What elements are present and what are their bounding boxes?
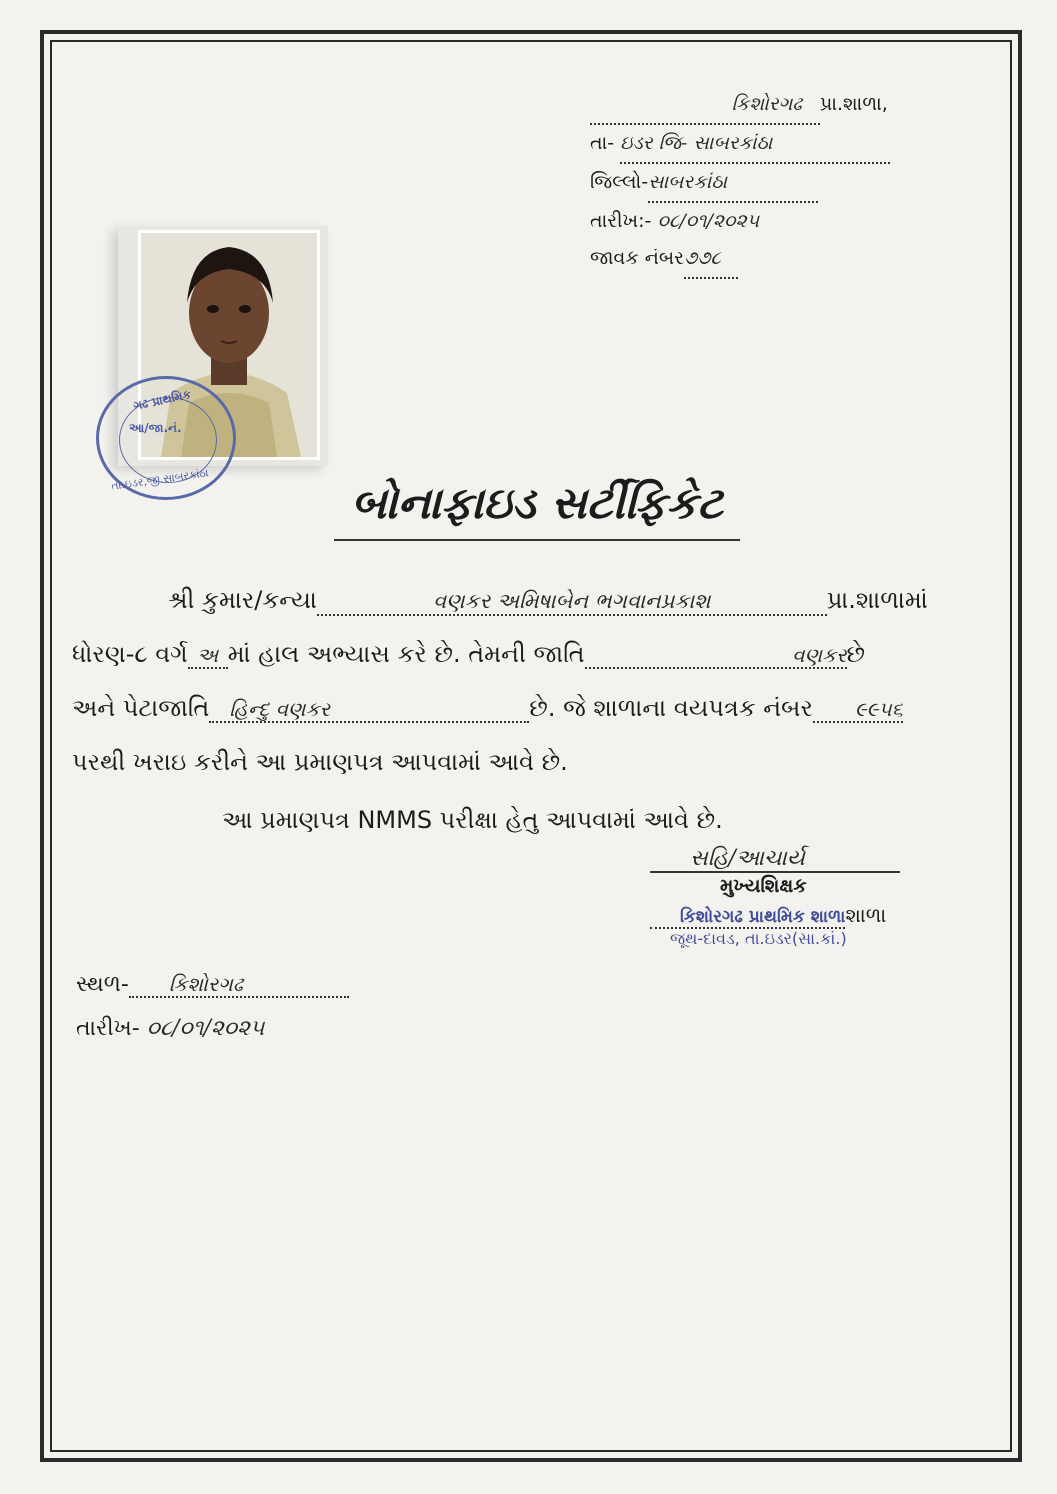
place-handwritten: કિશોરગઢ [129,972,349,998]
line2-middle: માં હાલ અભ્યાસ કરે છે. તેમની જાતિ [227,640,585,668]
body-line-4: પરથી ખરાઇ કરીને આ પ્રમાણપત્ર આપવામાં આવે છે. [72,748,568,776]
body-line-2 [72,640,865,669]
stamp-line-2: આ/જા.નં. [129,421,182,435]
class-section: અ [188,643,228,669]
signatory-title: મુખ્યશિક્ષક [720,875,807,897]
date-handwritten: ૦૮/૦૧/૨૦૨૫ [657,210,760,232]
school-suffix-label: શાળા [845,903,887,927]
line3-middle: છે. જે શાળાના વયપત્રક નંબર [529,694,813,722]
taluka-label: તા- [590,132,615,154]
date-line [590,203,890,240]
place-line [76,972,349,998]
line1-prefix: શ્રી કુમાર/કન્યા [168,586,317,614]
signature-scrawl: સહિ/આચાર્ય [650,846,900,873]
school-suffix: પ્રા.શાળા, [820,93,888,115]
signature-block [650,846,950,949]
body-line-5: આ પ્રમાણપત્ર NMMS પરીક્ષા હેતુ આપવામાં આવે છે. [222,806,723,834]
line1-suffix: પ્રા.શાળામાં [826,586,928,614]
district-handwritten: સાબરકાંઠા [648,164,818,203]
register-number: ૯૯૫૬ [813,697,903,723]
place-label: સ્થળ- [76,972,129,997]
taluka-handwritten: ઇડર જિ- સાબરકાંઠા [620,125,890,164]
school-name-handwritten: કિશોરગઢ [731,93,802,115]
line2-prefix: ધોરણ-૮ વર્ગ [72,640,188,668]
body-line-1 [168,586,928,616]
taluka-line [590,125,890,164]
district-label: જિલ્લો- [590,171,649,193]
date-label: તારીખ:- [590,210,652,232]
outward-handwritten: ૭૭૮ [684,240,738,279]
line3-prefix: અને પેટાજાતિ [72,694,210,722]
caste-value: વણકર [585,643,847,669]
certificate-title: બોનાફાઇડ સર્ટીફિકેટ [334,478,740,541]
stamp-address: જૂથ-દાવડ, તા.ઇડર(સા.કાં.) [670,929,847,948]
stamp-line-3: તા.ઇડર,જી.સાબરકાંઠા [110,466,210,493]
stamp-school-name: કિશોરગઢ પ્રાથમિક શાળા [650,907,845,929]
footer-date-line [76,1016,264,1041]
body-line-3 [72,694,903,723]
stamp-line-1: ગઢ પ્રાથમિક [132,387,193,413]
student-name: વણકર અમિષાબેન ભગવાનપ્રકાશ [317,589,827,616]
subcaste-value: હિન્દુ વણકર [209,697,529,723]
footer-date-label: તારીખ- [76,1016,140,1041]
header-block [590,86,890,279]
footer-date-handwritten: ૦૮/૦૧/૨૦૨૫ [146,1016,265,1041]
line2-suffix: છે [846,640,866,668]
school-line [590,86,890,125]
district-line [590,164,890,203]
school-round-stamp [96,376,236,500]
outward-label: જાવક નંબર [590,247,685,269]
outward-line [590,240,890,279]
